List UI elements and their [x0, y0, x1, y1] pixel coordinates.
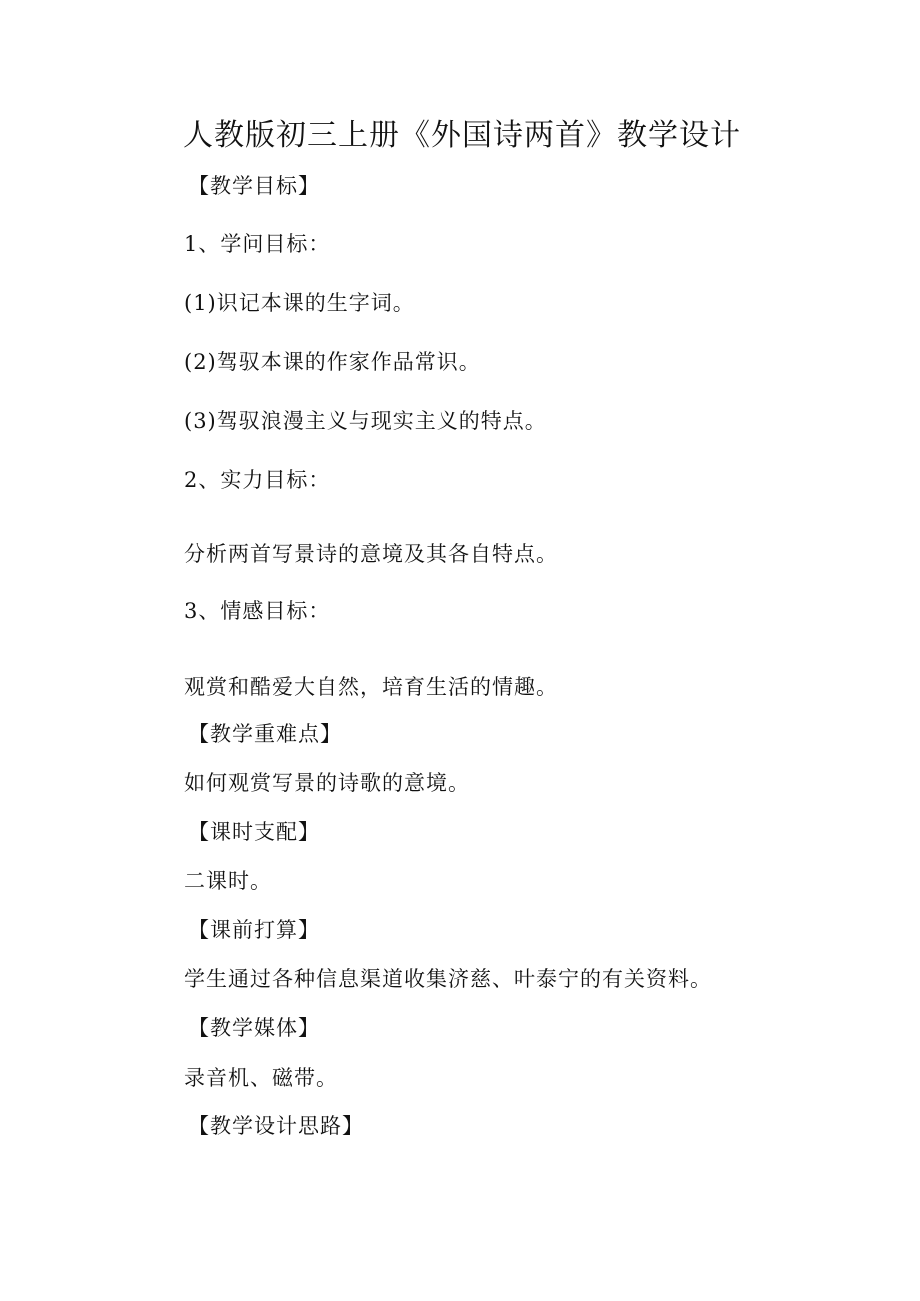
key-points-text: 如何观赏写景的诗歌的意境。	[184, 771, 470, 795]
goal-ability-text: 分析两首写景诗的意境及其各自特点。	[184, 542, 558, 566]
goal-emotion: 3、情感目标：	[184, 599, 331, 623]
goal-item-2: (2)驾驭本课的作家作品常识。	[184, 350, 481, 374]
heading-teaching-goals: 【教学目标】	[188, 174, 320, 198]
goal-item-3: (3)驾驭浪漫主义与现实主义的特点。	[184, 409, 547, 433]
heading-preparation: 【课前打算】	[188, 918, 320, 942]
goal-item-1: (1)识记本课的生字词。	[184, 291, 415, 315]
heading-class-hours: 【课时支配】	[188, 820, 320, 844]
class-hours-text: 二课时。	[184, 869, 272, 893]
heading-design-ideas: 【教学设计思路】	[188, 1114, 364, 1138]
heading-media: 【教学媒体】	[188, 1016, 320, 1040]
heading-key-points: 【教学重难点】	[188, 722, 342, 746]
document-title: 人教版初三上册《外国诗两首》教学设计	[183, 118, 741, 153]
preparation-text: 学生通过各种信息渠道收集济慈、叶泰宁的有关资料。	[184, 967, 712, 991]
goal-knowledge: 1、学问目标：	[184, 232, 331, 256]
goal-emotion-text: 观赏和酷爱大自然，培育生活的情趣。	[184, 675, 558, 699]
media-text: 录音机、磁带。	[184, 1066, 338, 1090]
goal-ability: 2、实力目标：	[184, 468, 331, 492]
